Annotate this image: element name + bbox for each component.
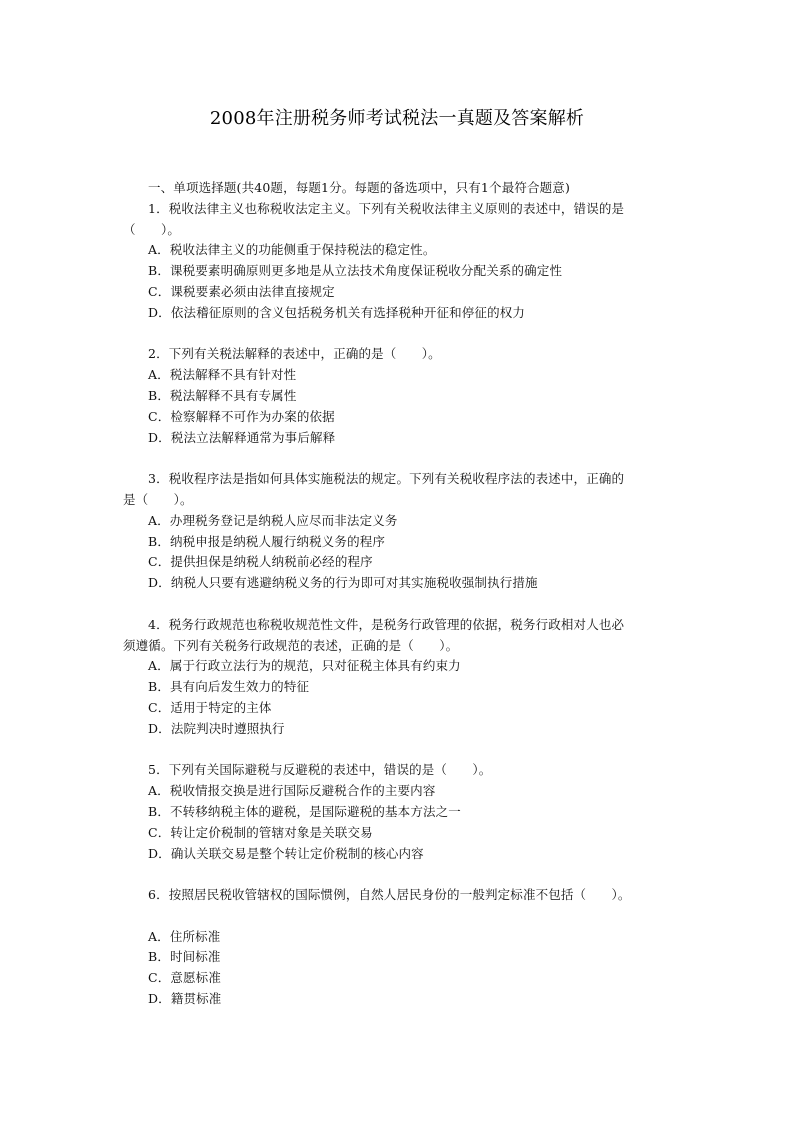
- option-a: A．办理税务登记是纳税人应尽而非法定义务: [148, 512, 398, 528]
- option-d: D．纳税人只要有逃避纳税义务的行为即可对其实施税收强制执行措施: [148, 575, 538, 591]
- option-c: C．适用于特定的主体: [148, 699, 272, 715]
- question-stem: 须遵循。下列有关税务行政规范的表述，正确的是（ ）。: [123, 637, 459, 653]
- document-body: [123, 178, 683, 1010]
- option-d: D．法院判决时遵照执行: [148, 720, 285, 736]
- question-stem: 6．按照居民税收管辖权的国际惯例，自然人居民身份的一般判定标准不包括（ ）。: [148, 887, 631, 903]
- question-stem: 2．下列有关税法解释的表述中，正确的是（ ）。: [148, 346, 441, 362]
- question-5: [123, 760, 683, 864]
- question-stem: 4．税务行政规范也称税收规范性文件，是税务行政管理的依据，税务行政相对人也必: [148, 616, 625, 632]
- option-c: C．课税要素必须由法律直接规定: [148, 283, 335, 299]
- question-stem: 1．税收法律主义也称税收法定主义。下列有关税收法律主义原则的表述中，错误的是: [148, 200, 625, 216]
- question-stem: 是（ ）。: [123, 491, 193, 507]
- option-b: B．税法解释不具有专属性: [148, 387, 297, 403]
- option-a: A．税法解释不具有针对性: [148, 367, 297, 383]
- document-title: 2008年注册税务师考试税法一真题及答案解析: [209, 108, 585, 129]
- question-3: [123, 469, 683, 594]
- option-c: C．检察解释不可作为办案的依据: [148, 408, 335, 424]
- option-a: A．税收情报交换是进行国际反避税合作的主要内容: [148, 783, 436, 799]
- option-d: D．税法立法解释通常为事后解释: [148, 429, 336, 445]
- question-stem: 5．下列有关国际避税与反避税的表述中，错误的是（ ）。: [148, 762, 492, 778]
- question-4: [123, 615, 683, 740]
- question-stem: 3．税收程序法是指如何具体实施税法的规定。下列有关税收程序法的表述中，正确的: [148, 471, 625, 487]
- option-a: A．税收法律主义的功能侧重于保持税法的稳定性。: [148, 242, 436, 258]
- option-b: B．时间标准: [148, 949, 221, 965]
- question-6: [123, 885, 683, 1010]
- option-d: D．籍贯标准: [148, 991, 222, 1007]
- section-heading: 一、单项选择题(共40题，每题1分。每题的备选项中，只有1个最符合题意): [148, 180, 570, 195]
- option-b: B．纳税申报是纳税人履行纳税义务的程序: [148, 533, 386, 549]
- option-d: D．确认关联交易是整个转让定价税制的核心内容: [148, 845, 424, 861]
- option-c: C．意愿标准: [148, 970, 221, 986]
- option-c: C．转让定价税制的管辖对象是关联交易: [148, 824, 373, 840]
- question-stem: （ ）。: [123, 221, 181, 237]
- option-b: B．课税要素明确原则更多地是从立法技术角度保证税收分配关系的确定性: [148, 263, 563, 279]
- option-b: B．不转移纳税主体的避税，是国际避税的基本方法之一: [148, 803, 461, 819]
- option-a: A．属于行政立法行为的规范，只对征税主体具有约束力: [148, 658, 461, 674]
- option-d: D．依法稽征原则的含义包括税务机关有选择税种开征和停征的权力: [148, 304, 526, 320]
- question-2: [123, 344, 683, 448]
- option-b: B．具有向后发生效力的特征: [148, 679, 310, 695]
- option-c: C．提供担保是纳税人纳税前必经的程序: [148, 554, 373, 570]
- question-1: [123, 199, 683, 324]
- option-a: A．住所标准: [148, 928, 221, 944]
